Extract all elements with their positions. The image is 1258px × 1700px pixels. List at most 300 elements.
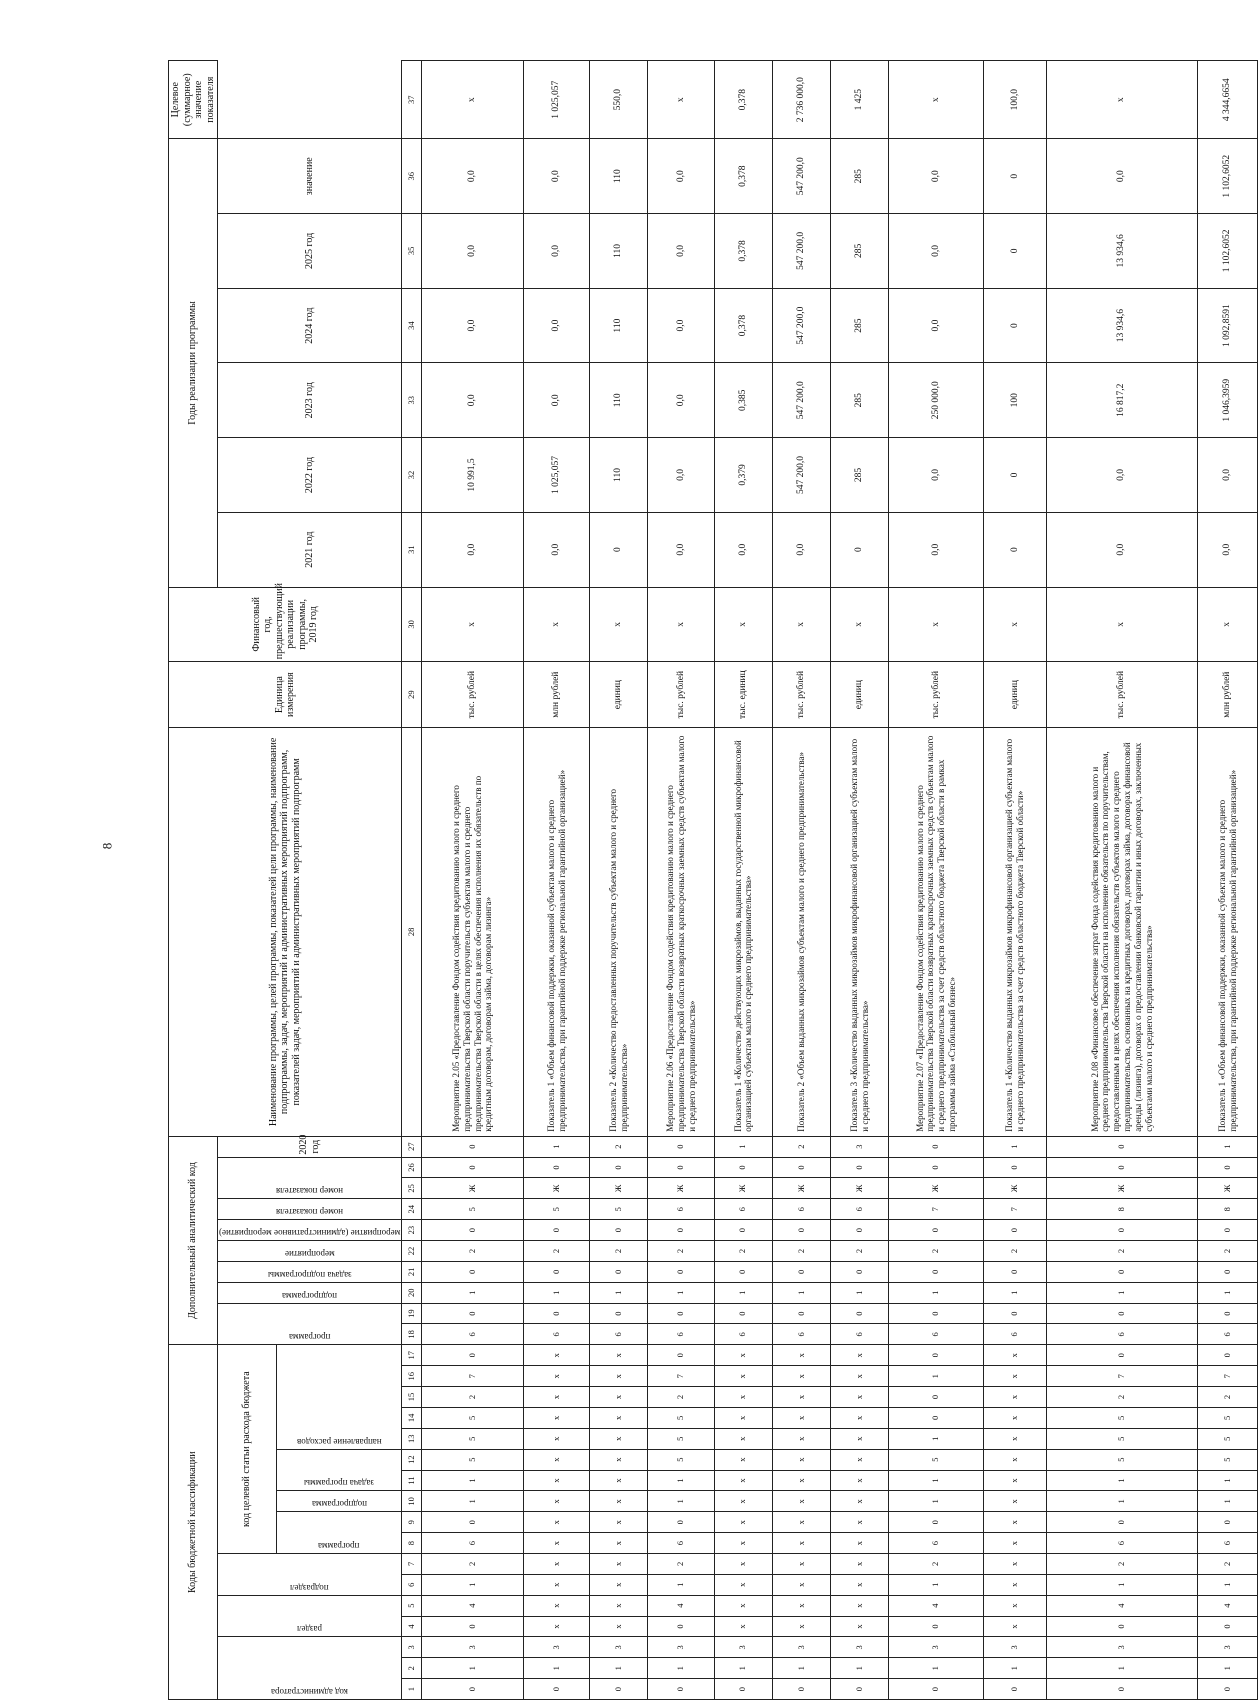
header-subsection: подраздел (218, 1553, 402, 1595)
code-digit-cell: х (590, 1574, 648, 1595)
code-digit-cell: 1 (590, 1282, 648, 1303)
code-digit-cell: 6 (714, 1199, 772, 1220)
header-program: программа (276, 1512, 402, 1554)
code-digit-cell: 3 (984, 1637, 1046, 1658)
row-year-value-cell: 547 200,0 (772, 288, 830, 363)
code-digit-cell: х (830, 1366, 888, 1387)
code-digit-cell: 0 (1046, 1261, 1197, 1282)
row-year-value-cell: 0,0 (1046, 438, 1197, 513)
code-digit-cell: 0 (590, 1157, 648, 1178)
code-digit-cell: 5 (1198, 1449, 1258, 1470)
code-digit-cell: 0 (772, 1261, 830, 1282)
row-fin-year-cell: х (830, 587, 888, 662)
code-digit-cell: 0 (1198, 1512, 1258, 1533)
code-digit-cell: 1 (524, 1282, 590, 1303)
table-row (984, 61, 1046, 1700)
row-unit-cell: тыс. рублей (1046, 662, 1197, 728)
code-digit-cell: 5 (1046, 1449, 1197, 1470)
code-digit-cell: 0 (772, 1220, 830, 1241)
row-name-cell: Показатель 1 «Объем финансовой поддержки, оказанной субъектам малого и среднего предпринимательства, при гарантийной поддержке региональной гарантийной организацией» (524, 728, 590, 1137)
code-digit-cell: х (984, 1533, 1046, 1554)
row-year-value-cell: 285 (830, 363, 888, 438)
code-digit-cell: х (524, 1387, 590, 1408)
column-number-cell: 13 (402, 1428, 422, 1449)
code-digit-cell: 0 (889, 1303, 984, 1324)
code-digit-cell: Ж (889, 1178, 984, 1199)
code-digit-cell: х (714, 1345, 772, 1366)
header-add-task: задача подпрограммы (218, 1261, 402, 1282)
code-digit-cell: х (772, 1449, 830, 1470)
header-target: Целевое (суммарное) значение показателя (169, 61, 218, 139)
code-digit-cell: 2 (648, 1387, 714, 1408)
code-digit-cell: 1 (889, 1366, 984, 1387)
code-digit-cell: 0 (889, 1261, 984, 1282)
code-digit-cell: Ж (648, 1178, 714, 1199)
code-digit-cell: 5 (590, 1199, 648, 1220)
code-digit-cell: 4 (648, 1595, 714, 1616)
code-digit-cell: 7 (889, 1199, 984, 1220)
column-number-cell: 33 (402, 363, 422, 438)
code-digit-cell: 0 (889, 1407, 984, 1428)
code-digit-cell: 3 (1046, 1637, 1197, 1658)
row-year-value-cell: 0 (984, 512, 1046, 587)
row-unit-cell: тыс. рублей (772, 662, 830, 728)
row-year-value-cell: 0,0 (889, 139, 984, 214)
header-years: Годы реализации программы (169, 139, 218, 587)
code-digit-cell: 0 (422, 1345, 524, 1366)
code-digit-cell: 0 (1046, 1616, 1197, 1637)
row-year-value-cell: 0,0 (422, 512, 524, 587)
code-digit-cell: 6 (422, 1324, 524, 1345)
code-digit-cell: х (772, 1428, 830, 1449)
code-digit-cell: 3 (422, 1637, 524, 1658)
table-row (590, 61, 648, 1700)
code-digit-cell: 1 (772, 1282, 830, 1303)
row-fin-year-cell: х (1046, 587, 1197, 662)
code-digit-cell: 0 (422, 1136, 524, 1157)
row-target-cell: 100,0 (984, 61, 1046, 139)
row-year-value-cell: 13 934,6 (1046, 214, 1197, 289)
code-digit-cell: 5 (422, 1449, 524, 1470)
code-digit-cell: 1 (590, 1658, 648, 1679)
code-digit-cell: 0 (889, 1387, 984, 1408)
column-number-cell: 29 (402, 662, 422, 728)
code-digit-cell: 0 (772, 1157, 830, 1178)
code-digit-cell: 0 (830, 1679, 888, 1700)
row-year-value-cell: 0 (830, 512, 888, 587)
code-digit-cell: х (772, 1616, 830, 1637)
code-digit-cell: 2 (714, 1241, 772, 1262)
header-add-subprogram: подпрограмма (218, 1282, 402, 1303)
code-digit-cell: 0 (889, 1220, 984, 1241)
row-name-cell: Мероприятие 2.06 «Предоставление Фондом содействия кредитованию малого и среднего предпринимательства Тверской области возвратных краткосрочных заемных средств субъектам малого и среднего предпринимательства» (648, 728, 714, 1137)
code-digit-cell: 2 (1198, 1387, 1258, 1408)
row-year-value-cell: 13 934,6 (1046, 288, 1197, 363)
code-digit-cell: х (772, 1491, 830, 1512)
code-digit-cell: х (714, 1616, 772, 1637)
row-year-value-cell: 0,0 (422, 214, 524, 289)
code-digit-cell: 0 (1198, 1345, 1258, 1366)
code-digit-cell: 5 (648, 1428, 714, 1449)
code-digit-cell: 1 (984, 1136, 1046, 1157)
code-digit-cell: 6 (889, 1533, 984, 1554)
page-number: 8 (99, 842, 115, 850)
column-number-cell: 11 (402, 1470, 422, 1491)
row-year-value-cell: 0,0 (422, 288, 524, 363)
code-digit-cell: 2 (422, 1387, 524, 1408)
code-digit-cell: 2 (422, 1241, 524, 1262)
code-digit-cell: 4 (1046, 1595, 1197, 1616)
code-digit-cell: х (830, 1533, 888, 1554)
row-unit-cell: тыс. рублей (648, 662, 714, 728)
code-digit-cell: х (772, 1533, 830, 1554)
code-digit-cell: х (590, 1491, 648, 1512)
code-digit-cell: 0 (1046, 1136, 1197, 1157)
column-number-cell: 8 (402, 1533, 422, 1554)
code-digit-cell: х (524, 1616, 590, 1637)
code-digit-cell: х (714, 1533, 772, 1554)
code-digit-cell: 6 (648, 1324, 714, 1345)
row-year-value-cell: 110 (590, 363, 648, 438)
row-name-cell: Показатель 2 «Количество предоставленных поручительств субъектам малого и среднего предпринимательства» (590, 728, 648, 1137)
code-digit-cell: 1 (422, 1574, 524, 1595)
code-digit-cell: х (984, 1470, 1046, 1491)
table-row (889, 61, 984, 1700)
column-number-cell: 6 (402, 1574, 422, 1595)
code-digit-cell: х (590, 1595, 648, 1616)
column-number-cell: 20 (402, 1282, 422, 1303)
code-digit-cell: 0 (590, 1261, 648, 1282)
code-digit-cell: 6 (648, 1533, 714, 1554)
code-digit-cell: х (524, 1491, 590, 1512)
code-digit-cell: х (524, 1512, 590, 1533)
code-digit-cell: 2 (830, 1241, 888, 1262)
row-year-value-cell: 0,0 (648, 438, 714, 513)
code-digit-cell: 0 (984, 1261, 1046, 1282)
row-year-value-cell: 0,378 (714, 288, 772, 363)
code-digit-cell: х (590, 1428, 648, 1449)
code-digit-cell: 0 (1198, 1220, 1258, 1241)
code-digit-cell: 1 (714, 1658, 772, 1679)
code-digit-cell: х (830, 1387, 888, 1408)
code-digit-cell: х (524, 1470, 590, 1491)
code-digit-cell: 0 (714, 1157, 772, 1178)
code-digit-cell: Ж (984, 1178, 1046, 1199)
code-digit-cell: 0 (984, 1303, 1046, 1324)
row-year-value-cell: 0 (984, 438, 1046, 513)
code-digit-cell: Ж (524, 1178, 590, 1199)
code-digit-cell: 1 (889, 1574, 984, 1595)
code-digit-cell: 0 (648, 1512, 714, 1533)
code-digit-cell: 1 (648, 1491, 714, 1512)
table-row (422, 61, 524, 1700)
code-digit-cell: х (984, 1449, 1046, 1470)
header-add-event: мероприятие (218, 1241, 402, 1262)
code-digit-cell: 1 (1046, 1470, 1197, 1491)
code-digit-cell: х (590, 1366, 648, 1387)
row-year-value-cell: 0 (984, 288, 1046, 363)
code-digit-cell: 0 (590, 1679, 648, 1700)
code-digit-cell: 0 (889, 1679, 984, 1700)
code-digit-cell: 3 (772, 1637, 830, 1658)
row-year-value-cell: 110 (590, 214, 648, 289)
code-digit-cell: 0 (830, 1261, 888, 1282)
column-number-cell: 27 (402, 1136, 422, 1157)
code-digit-cell: 6 (1046, 1324, 1197, 1345)
table-row (1046, 61, 1197, 1700)
code-digit-cell: 5 (1198, 1407, 1258, 1428)
code-digit-cell: 2 (772, 1241, 830, 1262)
row-year-value-cell: 10 991,5 (422, 438, 524, 513)
code-digit-cell: х (830, 1553, 888, 1574)
code-digit-cell: 5 (1046, 1428, 1197, 1449)
header-add-admin-event: мероприятие (административное мероприятие) (218, 1220, 402, 1241)
row-year-value-cell: 0,378 (714, 214, 772, 289)
code-digit-cell: 6 (830, 1324, 888, 1345)
code-digit-cell: 1 (889, 1470, 984, 1491)
code-digit-cell: х (524, 1428, 590, 1449)
code-digit-cell: 0 (422, 1261, 524, 1282)
code-digit-cell: Ж (830, 1178, 888, 1199)
code-digit-cell: 5 (648, 1449, 714, 1470)
row-year-value-cell: 0,0 (714, 512, 772, 587)
code-digit-cell: 1 (422, 1658, 524, 1679)
row-year-value-cell: 0,0 (524, 512, 590, 587)
code-digit-cell: 2 (524, 1241, 590, 1262)
code-digit-cell: 1 (830, 1658, 888, 1679)
column-number-cell: 34 (402, 288, 422, 363)
code-digit-cell: 2 (422, 1553, 524, 1574)
row-year-value-cell: 0,0 (648, 363, 714, 438)
row-year-value-cell: 0,0 (524, 288, 590, 363)
code-digit-cell: 0 (524, 1679, 590, 1700)
code-digit-cell: х (772, 1387, 830, 1408)
column-number-cell: 14 (402, 1407, 422, 1428)
code-digit-cell: х (984, 1595, 1046, 1616)
code-digit-cell: х (984, 1616, 1046, 1637)
row-year-value-cell: 547 200,0 (772, 363, 830, 438)
code-digit-cell: х (714, 1387, 772, 1408)
column-number-cell: 18 (402, 1324, 422, 1345)
code-digit-cell: 6 (889, 1324, 984, 1345)
code-digit-cell: 6 (648, 1199, 714, 1220)
column-number-cell: 9 (402, 1512, 422, 1533)
code-digit-cell: 6 (1046, 1533, 1197, 1554)
row-year-value-cell: 0,0 (1198, 438, 1258, 513)
code-digit-cell: 0 (422, 1679, 524, 1700)
column-number-cell: 2 (402, 1658, 422, 1679)
code-digit-cell: 2 (590, 1136, 648, 1157)
code-digit-cell: х (984, 1553, 1046, 1574)
code-digit-cell: х (714, 1449, 772, 1470)
row-year-value-cell: 0,0 (648, 288, 714, 363)
code-digit-cell: х (984, 1366, 1046, 1387)
code-digit-cell: 0 (714, 1679, 772, 1700)
row-unit-cell: тыс. рублей (889, 662, 984, 728)
row-fin-year-cell: х (889, 587, 984, 662)
code-digit-cell: 5 (524, 1199, 590, 1220)
row-year-value-cell: 0 (590, 512, 648, 587)
code-digit-cell: 0 (714, 1303, 772, 1324)
row-year-value-cell: 285 (830, 288, 888, 363)
row-target-cell: 4 344,6654 (1198, 61, 1258, 139)
code-digit-cell: 1 (1046, 1491, 1197, 1512)
code-digit-cell: 3 (889, 1637, 984, 1658)
row-fin-year-cell: х (590, 587, 648, 662)
code-digit-cell: 1 (1046, 1658, 1197, 1679)
code-digit-cell: 0 (1198, 1157, 1258, 1178)
row-year-value-cell: 0,0 (1046, 139, 1197, 214)
column-number-cell: 7 (402, 1553, 422, 1574)
code-digit-cell: х (714, 1512, 772, 1533)
code-digit-cell: 6 (422, 1533, 524, 1554)
header-section: раздел (218, 1595, 402, 1637)
header-name: Наименование программы, целей программы, показателей цели программы, наименование подпрограммы, задач, мероприятий и административных мероприятий подпрограмм, показателей задач, мероприятий и административных мероприятий подпрограмм (169, 728, 402, 1137)
row-year-value-cell: 0 (984, 214, 1046, 289)
code-digit-cell: 0 (1198, 1303, 1258, 1324)
header-target-value: значение (218, 139, 402, 214)
row-name-cell: Мероприятие 2.05 «Предоставление Фондом содействия кредитованию малого и среднего предпринимательства Тверской области поручительств субъектам малого и среднего предпринимательства Тверской области в целях обеспечения исполнения их обязательств по кредитным договорам, договорам займа, договорам лизинга» (422, 728, 524, 1137)
code-digit-cell: 2 (889, 1553, 984, 1574)
code-digit-cell: 2 (1198, 1241, 1258, 1262)
code-digit-cell: 1 (524, 1658, 590, 1679)
code-digit-cell: 5 (648, 1407, 714, 1428)
code-digit-cell: 0 (889, 1136, 984, 1157)
code-digit-cell: Ж (1198, 1178, 1258, 1199)
column-number-cell: 30 (402, 587, 422, 662)
code-digit-cell: 0 (889, 1616, 984, 1637)
code-digit-cell: 0 (984, 1220, 1046, 1241)
row-year-value-cell: 0,385 (714, 363, 772, 438)
code-digit-cell: 1 (889, 1428, 984, 1449)
code-digit-cell: 6 (1198, 1324, 1258, 1345)
code-digit-cell: Ж (1046, 1178, 1197, 1199)
row-year-value-cell: 1 102,6052 (1198, 214, 1258, 289)
header-subprogram: подпрограмма (276, 1491, 402, 1512)
code-digit-cell: х (714, 1553, 772, 1574)
code-digit-cell: 0 (772, 1679, 830, 1700)
table-row (714, 61, 772, 1700)
program-indicators-table (168, 60, 1258, 1700)
column-number-cell: 19 (402, 1303, 422, 1324)
header-add-indicator-1: номер показателя (218, 1199, 402, 1220)
code-digit-cell: х (830, 1428, 888, 1449)
code-digit-cell: 1 (524, 1136, 590, 1157)
code-digit-cell: 1 (984, 1282, 1046, 1303)
table-row (830, 61, 888, 1700)
code-digit-cell: 5 (422, 1407, 524, 1428)
row-target-cell: 1 025,057 (524, 61, 590, 139)
code-digit-cell: 8 (1198, 1199, 1258, 1220)
row-year-value-cell: 285 (830, 139, 888, 214)
code-digit-cell: х (772, 1366, 830, 1387)
code-digit-cell: 2 (1198, 1553, 1258, 1574)
column-number-cell: 35 (402, 214, 422, 289)
code-digit-cell: 0 (648, 1345, 714, 1366)
header-task-program: задача программы (276, 1449, 402, 1491)
code-digit-cell: 0 (524, 1157, 590, 1178)
code-digit-cell: х (714, 1470, 772, 1491)
column-number-cell: 22 (402, 1241, 422, 1262)
code-digit-cell: х (590, 1387, 648, 1408)
row-year-value-cell: 0,378 (714, 139, 772, 214)
code-digit-cell: 0 (1046, 1303, 1197, 1324)
column-number-cell: 31 (402, 512, 422, 587)
row-year-value-cell: 285 (830, 438, 888, 513)
column-number-cell: 32 (402, 438, 422, 513)
code-digit-cell: 0 (1046, 1220, 1197, 1241)
code-digit-cell: 0 (648, 1616, 714, 1637)
code-digit-cell: х (772, 1470, 830, 1491)
code-digit-cell: х (714, 1366, 772, 1387)
code-digit-cell: 1 (648, 1574, 714, 1595)
code-digit-cell: 2 (984, 1241, 1046, 1262)
row-year-value-cell: 547 200,0 (772, 438, 830, 513)
code-digit-cell: 1 (772, 1658, 830, 1679)
row-year-value-cell: 0,0 (422, 139, 524, 214)
column-number-cell: 26 (402, 1157, 422, 1178)
code-digit-cell: х (984, 1345, 1046, 1366)
code-digit-cell: 6 (714, 1324, 772, 1345)
code-digit-cell: 0 (1198, 1616, 1258, 1637)
row-unit-cell: единиц (830, 662, 888, 728)
code-digit-cell: 3 (830, 1136, 888, 1157)
column-number-cell: 28 (402, 728, 422, 1137)
code-digit-cell: 2 (590, 1241, 648, 1262)
code-digit-cell: х (772, 1595, 830, 1616)
code-digit-cell: 7 (1046, 1366, 1197, 1387)
header-budget-codes: Коды бюджетной классификации (169, 1345, 218, 1700)
column-number-cell: 25 (402, 1178, 422, 1199)
header-year-2020: 2020 год (218, 1136, 402, 1157)
code-digit-cell: х (830, 1449, 888, 1470)
code-digit-cell: 0 (889, 1345, 984, 1366)
code-digit-cell: 6 (590, 1324, 648, 1345)
code-digit-cell: 1 (889, 1658, 984, 1679)
header-year-2023: 2023 год (218, 363, 402, 438)
column-number-cell: 15 (402, 1387, 422, 1408)
code-digit-cell: 1 (1198, 1136, 1258, 1157)
row-year-value-cell: 547 200,0 (772, 214, 830, 289)
row-year-value-cell: 0,0 (1046, 512, 1197, 587)
code-digit-cell: 0 (889, 1157, 984, 1178)
row-name-cell: Показатель 1 «Количество выданных микрозаймов микрофинансовой организацией субъектам малого и среднего предпринимательства за счет средств областного бюджета Тверской области» (984, 728, 1046, 1137)
row-year-value-cell: 0,0 (889, 438, 984, 513)
column-number-cell: 17 (402, 1345, 422, 1366)
rotated-table-frame (168, 60, 1250, 1700)
row-year-value-cell: 1 102,6052 (1198, 139, 1258, 214)
code-digit-cell: х (714, 1595, 772, 1616)
code-digit-cell: 0 (648, 1136, 714, 1157)
code-digit-cell: 0 (590, 1220, 648, 1241)
code-digit-cell: 0 (422, 1157, 524, 1178)
column-number-cell: 4 (402, 1616, 422, 1637)
column-number-cell: 12 (402, 1449, 422, 1470)
row-year-value-cell: 0,0 (524, 363, 590, 438)
code-digit-cell: 6 (524, 1324, 590, 1345)
row-year-value-cell: 0,0 (889, 214, 984, 289)
header-additional-code: Дополнительный аналитический код (169, 1136, 218, 1345)
code-digit-cell: 4 (1198, 1595, 1258, 1616)
code-digit-cell: х (524, 1574, 590, 1595)
code-digit-cell: 7 (1198, 1366, 1258, 1387)
code-digit-cell: х (590, 1470, 648, 1491)
row-year-value-cell: 547 200,0 (772, 139, 830, 214)
code-digit-cell: 6 (772, 1199, 830, 1220)
code-digit-cell: 0 (648, 1679, 714, 1700)
code-digit-cell: х (590, 1553, 648, 1574)
column-number-cell: 37 (402, 61, 422, 139)
